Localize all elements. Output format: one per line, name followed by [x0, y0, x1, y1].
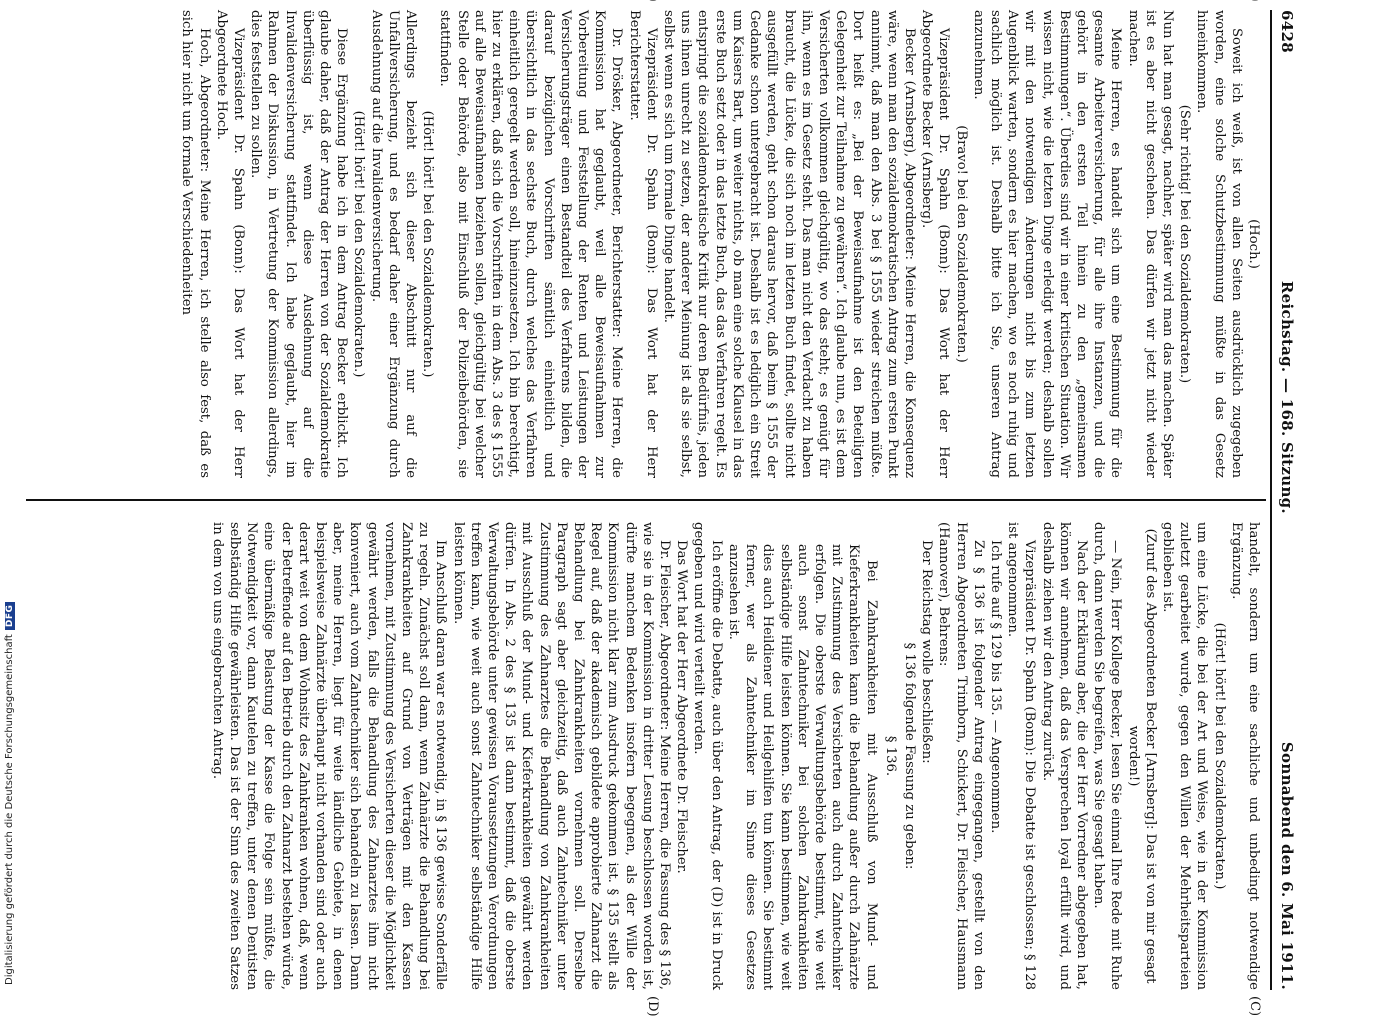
interjection: (Hört! hört! bei den Sozialdemokraten.) — [351, 110, 367, 378]
header-rule — [1270, 10, 1272, 990]
margin-mark-a — [1247, 0, 1262, 2]
margin-mark-c: (C) — [1247, 996, 1262, 1017]
paragraph: Ich eröffne die Debatte, auch über den Antrag, der (D) ist in Druck gegeben und wird verteilt werden. — [691, 522, 724, 990]
paragraph: Das Wort hat der Herr Abgeordnete Dr. Fleischer. — [674, 540, 690, 874]
interjection: (Bravo! bei den Sozialdemokraten.) — [953, 125, 969, 363]
paragraph: Vizepräsident Dr. Spahn (Bonn): Das Wort hat der Herr Berichterstatter. — [626, 10, 659, 478]
margin-mark-b — [645, 0, 660, 2]
dfg-logo: DFG — [5, 602, 15, 631]
section-heading: § 136. — [882, 735, 898, 777]
paragraph: Ich rufe auf § 129 bis 135. — Angenommen. — [987, 540, 1003, 834]
column-divider — [26, 499, 1266, 501]
paragraph: Allerdings bezieht sich dieser Abschnitt nur auf die Unfallversicherung, und es bedarf daher einer Ergänzung durch Ausdehnung auf die Invalidenversicherung. — [368, 10, 419, 478]
paragraph: Dr. Fleischer, Abgeordneter: Meine Herren, die Fassung des § 136, wie sie in der Kommission in dritter Lesung beschlossen worden ist, dürfte manchem Bedenken insofern begegnen, als der Wille der Kommission nicht klar zum Ausdruck gekommen ist. § 135 stellt als Regel auf, daß der akademisch gebildete approbierte Zahnarzt die Behandlung bei Zahnkrankheiten vornehmen soll. Derselbe Paragraph sagt aber gleichzeitig, daß auch Zahntechniker unter Zustimmung des Zahnarztes die Behandlung von Zahnkrankheiten mit Ausschluß der Mund- und Kieferkrankheiten gewährt werden dürfen. In Abs. 2 des § 135 ist dann bestimmt, daß die oberste Verwaltungsbehörde unter gewissen Voraussetzungen Verordnungen treffen kann, wie weit auch sonst Zahntechniker selbständige Hilfe leisten können. — [450, 522, 673, 990]
header-date: Sonnabend den 6. Mai 1911. — [1278, 741, 1296, 990]
interjection: (Sehr richtig! bei den Sozialdemokraten.) — [1177, 104, 1193, 384]
interjection: (Hört! hört! bei den Sozialdemokraten.) — [420, 110, 436, 378]
page-header — [1272, 10, 1302, 990]
paragraph: Nach der Erklärung aber, die der Herr Vorredner abgegeben hat, können wir annehmen, daß das Versprechen loyal erfüllt wird, und deshalb ziehen wir den Antrag zurück. — [1039, 522, 1089, 990]
paragraph: Der Reichstag wolle beschließen: — [919, 540, 935, 764]
margin-mark-d: (D) — [645, 996, 660, 1017]
speaker-note: (Hoch.) — [1246, 219, 1261, 269]
header-title: Reichstag. — 168. Sitzung. — [1278, 280, 1296, 514]
paragraph: Diese Ergänzung habe ich in dem Antrag Becker erblickt. Ich glaube daher, daß der Antrag der Herren von der Sozialdemokratie überflüssig ist, wenn diese Ausdehnung auf die Invalidenversicherung stattfindet. Ich habe geglaubt, hier im Rahmen der Diskussion, in Vertretung der Kommission allerdings, dies feststellen zu sollen. — [248, 10, 350, 478]
paragraph: Vizepräsident Dr. Spahn (Bonn): Das Wort hat der Herr Abgeordnete Becker (Arnsberg). — [919, 10, 952, 478]
paragraph: Im Anschluß daran war es notwendig, in § 136 gewisse Sonderfälle zu regeln. Zunächst soll dann, wenn Zahnärzte die Behandlung bei Zahnkrankheiten auf Grund von Verträgen mit den Kassen vornehmen, mit Zustimmung des Versicherten dieser die Möglichkeit gewährt werden, falls die Behandlung des Zahnarztes ihm nicht konveniert, auch vom Zahntechniker sich behandeln zu lassen. Dann aber, meine Herren, liegt für weite ländliche Gebiete, in denen beispielsweise Zahnärzte überhaupt nicht vorhanden sind oder auch derart weit von dem Wohnsitz des Zahnkranken wohnen, daß, wenn der Betreffende auf den Betrieb durch den Zahnarzt bestehen würde, eine übermäßige Belastung der Kasse die Folge sein müßte, die Notwendigkeit vor, dann Kautelen zu treffen, unter denen Dentisten selbständig Hilfe gewährleisten. Das ist der Sinn des zweiten Satzes in dem von uns eingebrachten Antrag. — [209, 522, 449, 990]
motion-intro: § 136 folgende Fassung zu geben: — [901, 642, 917, 870]
paragraph: handelt, sondern um eine sachliche und unbedingt notwendige Ergänzung. — [1228, 522, 1261, 990]
paragraph: — Nein, Herr Kollege Becker, lesen Sie einmal Ihre Rede mit Ruhe durch, dann werden Sie begreifen, was Sie gesagt haben. — [1091, 522, 1124, 990]
page-number: 6428 — [1278, 10, 1296, 53]
digitization-credit — [4, 602, 15, 985]
paragraph: Dr. Drösker, Abgeordneter, Berichterstatter: Meine Herren, die Kommission hat geglaubt, weil alle Beweisaufnahmen zur Vorbereitung und Feststellung der Renten und Leistungen der Versicherungsträger einen Bestandteil des Verfahrens bilden, die darauf bezüglichen Vorschriften sämtlich einheitlich und übersichtlich in das sechste Buch, durch welches das Verfahren einheitlich geregelt werden soll, hineinzusetzen. Ich bin berechtigt, hier zu erklären, daß sich die Vorschriften in dem Abs. 3 des § 1555 auf alle Beweisaufnahmen beziehen sollen, gleichgültig bei welcher Stelle oder Behörde, also mit Einschluß der Polizeibehörden, sie stattfinden. — [437, 10, 625, 478]
paragraph: Vizepräsident Dr. Spahn (Bonn): Die Debatte ist geschlossen; § 128 ist angenommen. — [1005, 522, 1038, 990]
left-text-column — [178, 10, 1262, 478]
right-text-column — [209, 522, 1262, 990]
rotated-document-page — [12, 10, 1302, 1017]
paragraph: Hoch, Abgeordneter: Meine Herren, ich stelle also fest, daß es sich hier nicht um formale Verschiedenheiten — [179, 10, 212, 478]
paragraph: Becker (Arnsberg), Abgeordneter: Meine Herren, die Konsequenz wäre, wenn man den sozialdemokratischen Antrag zum ersten Punkt annimmt, daß man den Abs. 3 bei § 1555 wieder streichen müßte. Dort heißt es: „Bei der Beweisaufnahme ist den Beteiligten Gelegenheit zur Teilnahme zu gewähren“. Ich glaube nun, es ist dem Versicherten vollkommen gleichgültig, wo das steht; es genügt für ihn, wenn es im Gesetz steht. Das man nicht den Verdacht zu haben braucht, die Lücke, die sich noch im letzten Buch findet, sollte nicht ausgefüllt werden, geht schon daraus hervor, daß beim § 1555 der Gedanke schon untergebracht ist. Deshalb ist es lediglich ein Streit um Kaisers Bart, um weiter nichts, ob man eine solche Klausel in das erste Buch setzt oder in das letzte Buch, das das Verfahren regelt. Es entspringt die sozialdemokratische Kritik nur deren Bedürfnis, jeden uns ihnen unrecht zu setzen, der anderer Meinung ist als sie selbst, selbst wenn es sich um formale Dinge handelt. — [661, 10, 917, 478]
paragraph: Meine Herren, es handelt sich um eine Bestimmung für die gesamte Arbeiterversicherung, für alle ihre Instanzen, und die gehört in den ersten Teil hinein zu den „gemeinsamen Bestimmungen“. Überdies sind wir in einer kritischen Situation. Wir wissen nicht, wie die letzten Dinge erledigt werden; deshalb sollen wir mit den notwendigen Änderungen nicht bis zum letzten Augenblick warten, sondern es hier machen, wo es noch ruhig und sachlich möglich ist. Deshalb bitte ich Sie, unseren Antrag anzunehmen. — [970, 10, 1124, 478]
credit-text: Digitalisierung gefördert durch die Deutsche Forschungsgemeinschaft — [4, 634, 15, 985]
motion-text: Bei Zahnkrankheiten mit Ausschluß von Mund- und Kieferkrankheiten kann die Behandlung außer durch Zahnärzte mit Zustimmung des Versicherten auch durch Zahntechniker erfolgen. Die oberste Verwaltungsbehörde bestimmt, wie weit auch sonst Zahntechniker bei solchen Zahnkrankheiten selbständige Hilfe leisten können. Sie kann bestimmen, wie weit dies auch Heildiener und Heilgehilfen tun können. Sie bestimmt ferner, wer als Zahntechniker im Sinne dieses Gesetzes anzusehen ist. — [725, 544, 879, 990]
paragraph: Nun hat man gesagt, nachher, später wird man das machen. Später ist es aber nicht geschehen. Das dürfen wir jetzt nicht wieder machen. — [1125, 10, 1175, 478]
paragraph: Vizepräsident Dr. Spahn (Bonn): Das Wort hat der Herr Abgeordnete Hoch. — [213, 10, 247, 478]
paragraph: Zu § 136 ist folgender Antrag eingegangen, gestellt von den Herren Abgeordneten Trimborn, Schickert, Dr. Fleischer, Hausmann (Hannover), Behrens: — [936, 522, 986, 990]
interjection: (Hört! hört! bei den Sozialdemokraten.) — [1211, 622, 1227, 890]
interjection: (Zuruf des Abgeordneten Becker [Arnsberg]: Das ist von mir gesagt worden!) — [1125, 528, 1158, 984]
paragraph: Soweit ich weiß, ist von allen Seiten ausdrücklich zugegeben worden, eine solche Schutzbestimmung müßte in das Gesetz hineinkommen. — [1194, 10, 1244, 478]
paragraph: um eine Lücke, die bei der Art und Weise, wie in der Kommission zuletzt gearbeitet wurde, gegen den Willen der Mehrheitsparteien geblieben ist. — [1159, 522, 1210, 990]
